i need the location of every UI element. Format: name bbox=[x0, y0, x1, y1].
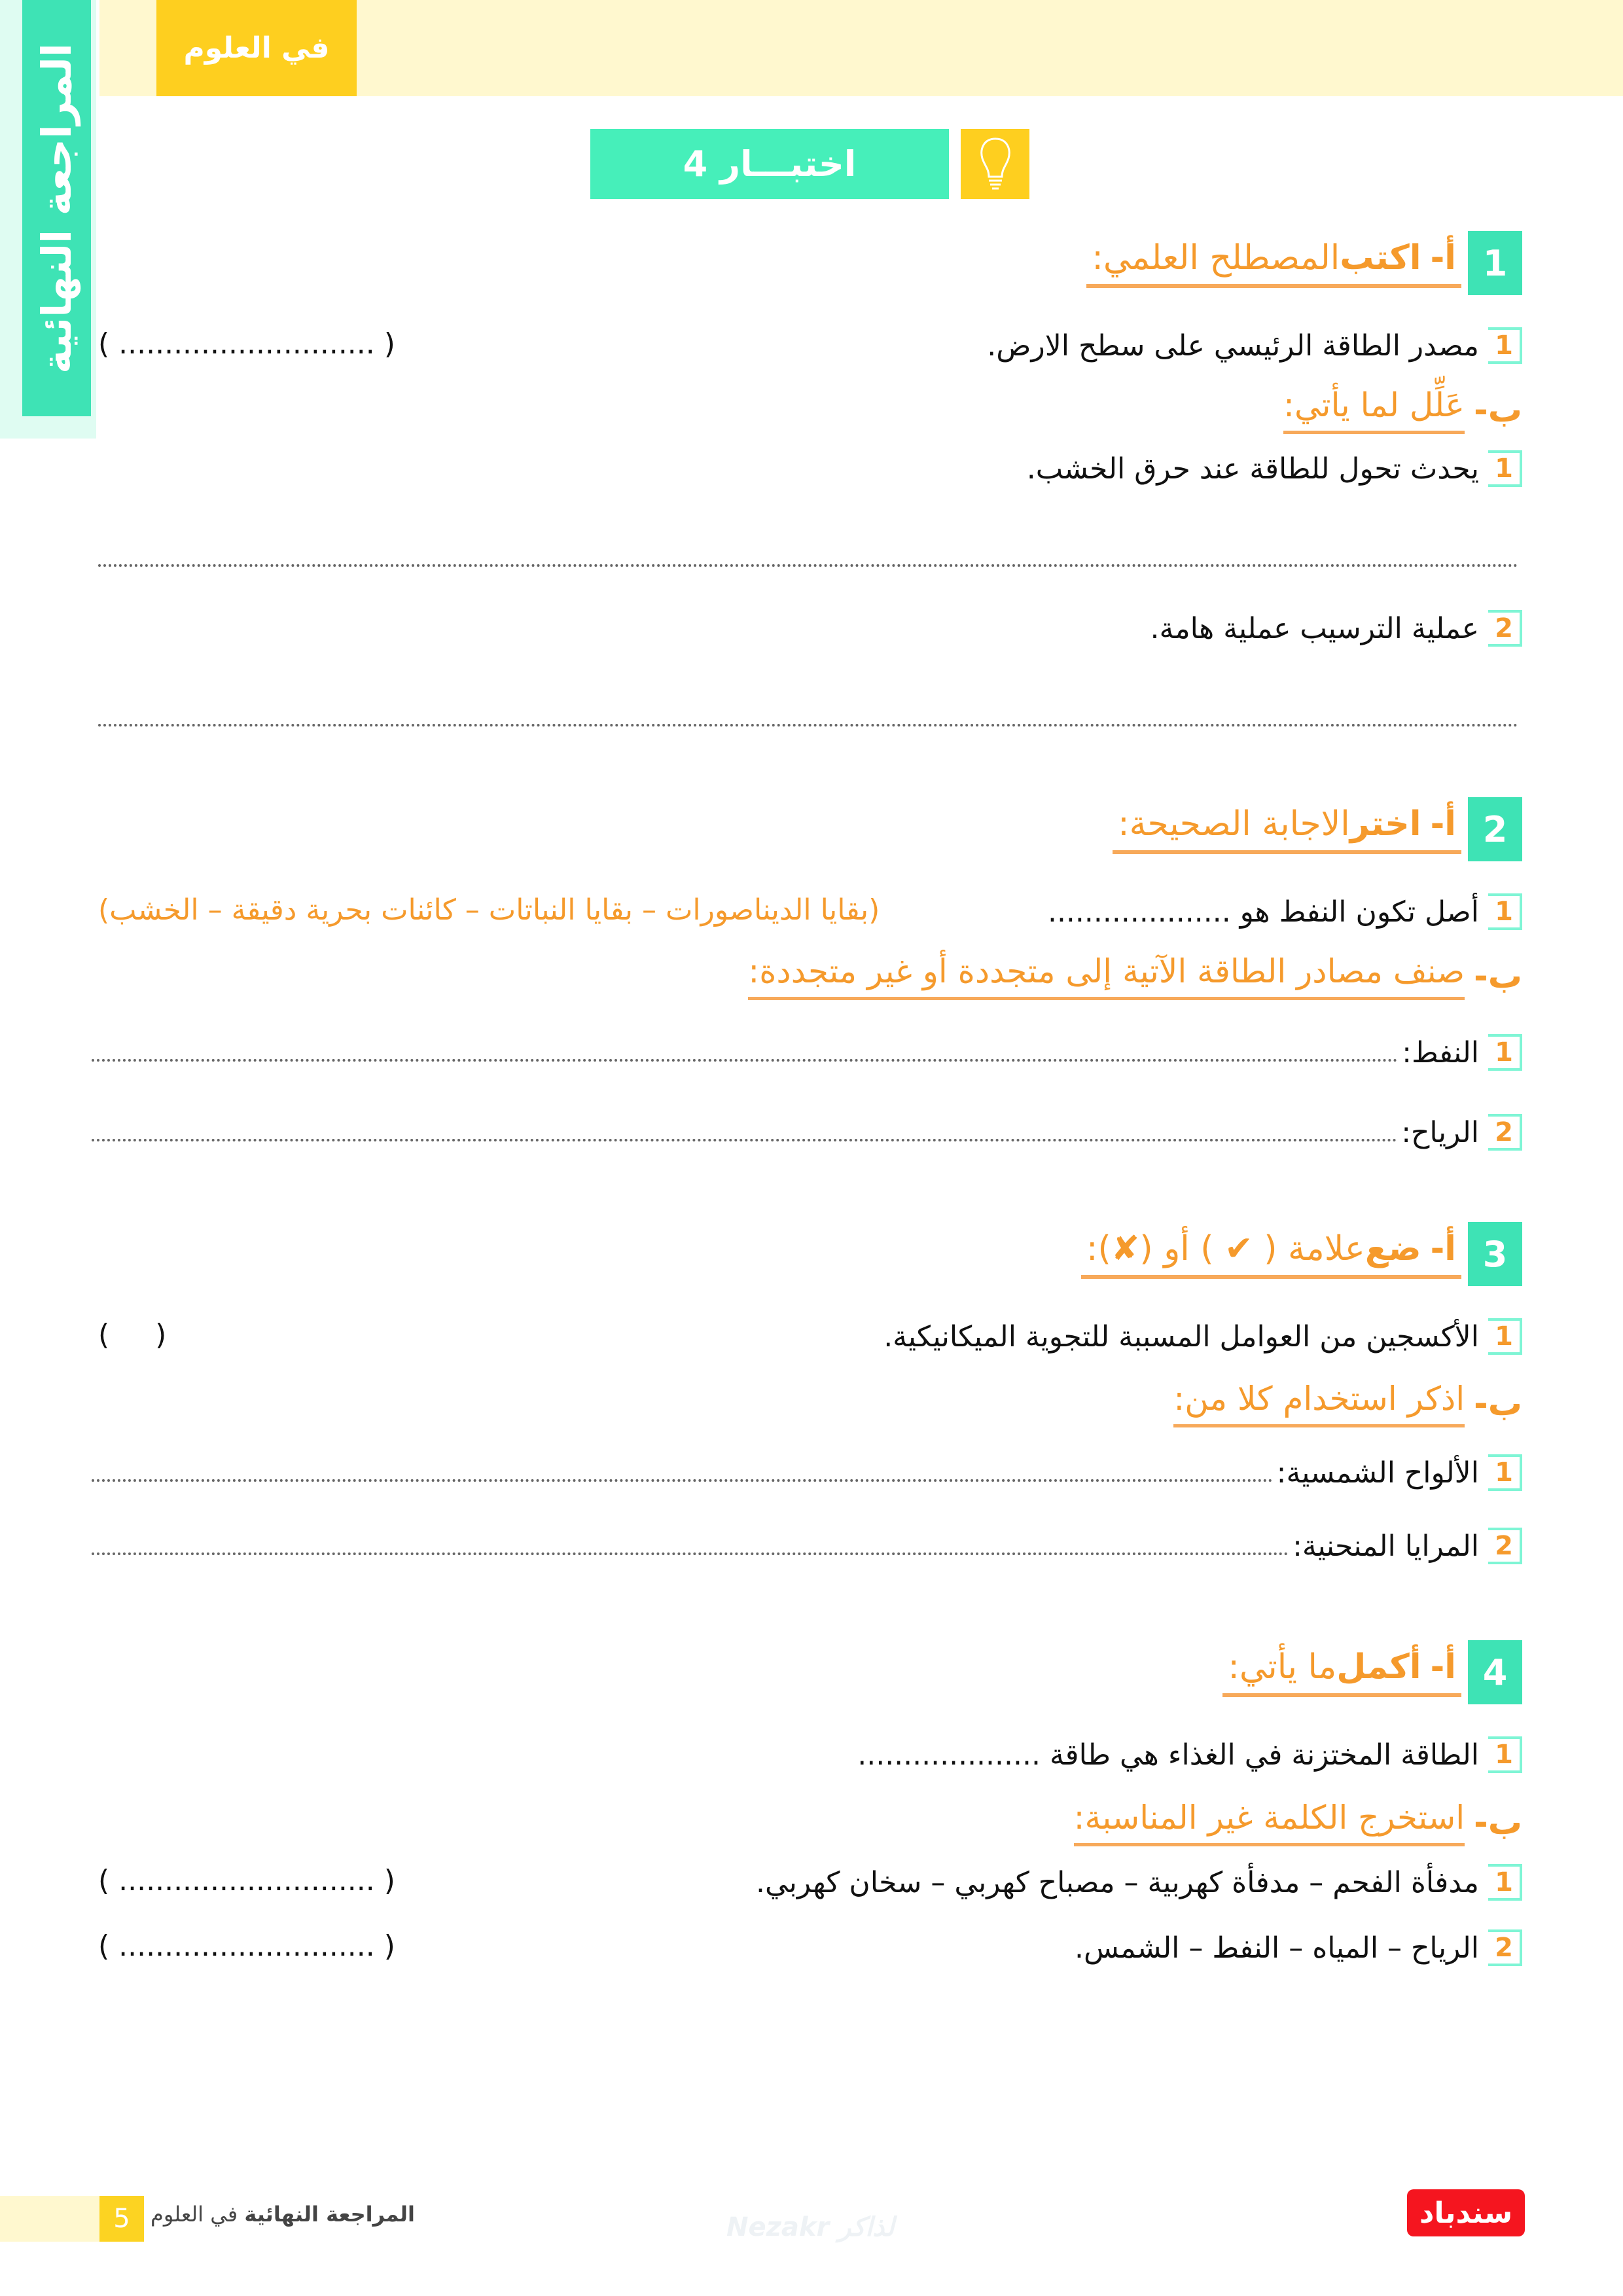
subject-label: في العلوم bbox=[156, 0, 357, 96]
item-number: 1 bbox=[1488, 450, 1522, 487]
heading-rest: ما يأتي: bbox=[1228, 1647, 1337, 1687]
answer-blank[interactable]: ( ............................ ) bbox=[98, 1864, 395, 1897]
sub-heading-label: صنف مصادر الطاقة الآتية إلى متجددة أو غير متجددة: bbox=[748, 952, 1465, 1000]
item-text: مصدر الطاقة الرئيسي على سطح الارض. bbox=[987, 329, 1479, 363]
heading-rest: علامة ( ✔ ) أو (✘): bbox=[1086, 1229, 1365, 1268]
question-item bbox=[92, 1454, 1522, 1491]
item-number: 1 bbox=[1488, 1318, 1522, 1355]
test-title: اختبـــار 4 bbox=[590, 129, 949, 199]
heading-rest: المصطلح العلمي: bbox=[1092, 238, 1340, 278]
section-number: 1 bbox=[1468, 231, 1522, 295]
brand-logo: سندباد bbox=[1407, 2189, 1525, 2236]
item-text: المرايا المنحنية: bbox=[1293, 1529, 1479, 1563]
section-letter: أ- bbox=[1430, 1229, 1456, 1268]
heading-verb: اكتب bbox=[1340, 238, 1421, 278]
question-item bbox=[92, 1318, 1522, 1355]
section-2-b-header bbox=[92, 952, 1522, 1000]
question-item bbox=[92, 610, 1522, 647]
item-text: النفط: bbox=[1402, 1035, 1479, 1069]
sub-heading bbox=[1283, 386, 1522, 434]
section-letter: أ- bbox=[1430, 804, 1456, 844]
section-letter: ب- bbox=[1474, 1384, 1522, 1424]
lightbulb-icon bbox=[961, 129, 1029, 199]
heading-rest: الاجابة الصحيحة: bbox=[1118, 804, 1350, 844]
section-2-a-header bbox=[92, 797, 1522, 861]
sub-heading bbox=[1074, 1799, 1522, 1846]
answer-line[interactable] bbox=[98, 724, 1518, 726]
item-number: 1 bbox=[1488, 1454, 1522, 1491]
item-text: الألواح الشمسية: bbox=[1276, 1456, 1479, 1490]
section-3-a-header bbox=[92, 1222, 1522, 1286]
item-number: 2 bbox=[1488, 1929, 1522, 1966]
section-number: 2 bbox=[1468, 797, 1522, 861]
section-3-b-header bbox=[92, 1380, 1522, 1427]
item-number: 2 bbox=[1488, 1528, 1522, 1564]
item-number: 1 bbox=[1488, 1736, 1522, 1773]
item-number: 2 bbox=[1488, 610, 1522, 647]
section-1-a-header bbox=[92, 231, 1522, 295]
item-text: عملية الترسيب عملية هامة. bbox=[1150, 611, 1479, 645]
section-letter: ب- bbox=[1474, 1803, 1522, 1842]
section-heading bbox=[1222, 1647, 1461, 1697]
answer-line[interactable] bbox=[98, 564, 1518, 567]
section-4-b-header bbox=[92, 1799, 1522, 1846]
footer-band bbox=[0, 2196, 99, 2242]
item-text: الرياح: bbox=[1401, 1115, 1479, 1149]
answer-box[interactable]: ( ) bbox=[98, 1318, 167, 1352]
item-text: الطاقة المختزنة في الغذاء هي طاقة .................... bbox=[857, 1738, 1479, 1772]
footer-title-bold: المراجعة النهائية bbox=[244, 2202, 415, 2227]
section-number: 3 bbox=[1468, 1222, 1522, 1286]
section-letter: ب- bbox=[1474, 390, 1522, 430]
section-letter: أ- bbox=[1430, 1647, 1456, 1687]
item-number: 1 bbox=[1488, 327, 1522, 364]
item-text: أصل تكون النفط هو .................... bbox=[1047, 895, 1479, 929]
answer-line[interactable] bbox=[92, 1059, 1398, 1062]
sub-heading-label: اذكر استخدام كلا من: bbox=[1173, 1380, 1465, 1427]
heading-verb: ضع bbox=[1364, 1229, 1421, 1268]
item-number: 2 bbox=[1488, 1114, 1522, 1151]
item-number: 1 bbox=[1488, 1864, 1522, 1901]
answer-options: (بقايا الديناصورات – بقايا النباتات – كائنات بحرية دقيقة – الخشب) bbox=[98, 893, 880, 927]
section-heading bbox=[1113, 804, 1461, 854]
item-number: 1 bbox=[1488, 893, 1522, 930]
side-title: المراجعة النهائية bbox=[33, 43, 80, 374]
item-number: 1 bbox=[1488, 1034, 1522, 1071]
question-item bbox=[92, 450, 1522, 487]
sub-heading-label: عَلِّل لما يأتي: bbox=[1283, 386, 1465, 434]
page-number: 5 bbox=[99, 2196, 144, 2242]
question-item bbox=[92, 1528, 1522, 1564]
sub-heading-label: استخرج الكلمة غير المناسبة: bbox=[1074, 1799, 1465, 1846]
item-text: يحدث تحول للطاقة عند حرق الخشب. bbox=[1026, 452, 1479, 486]
answer-line[interactable] bbox=[92, 1479, 1273, 1482]
section-heading bbox=[1081, 1229, 1461, 1279]
heading-verb: أكمل bbox=[1336, 1647, 1421, 1687]
item-text: الرياح – المياه – النفط – الشمس. bbox=[1074, 1931, 1479, 1965]
question-item bbox=[92, 1034, 1522, 1071]
footer-title-rest: في العلوم bbox=[151, 2202, 245, 2227]
sub-heading bbox=[748, 952, 1522, 1000]
question-item bbox=[92, 1114, 1522, 1151]
item-text: مدفأة الفحم – مدفأة كهربية – مصباح كهربي – سخان كهربي. bbox=[755, 1865, 1479, 1899]
footer-title bbox=[151, 2202, 415, 2227]
sub-heading bbox=[1173, 1380, 1522, 1427]
answer-blank[interactable]: ( ............................ ) bbox=[98, 1929, 395, 1963]
section-letter: أ- bbox=[1430, 238, 1456, 278]
item-text: الأكسجين من العوامل المسببة للتجوية الميكانيكية. bbox=[883, 1319, 1479, 1354]
heading-verb: اختر bbox=[1349, 804, 1421, 844]
answer-line[interactable] bbox=[92, 1552, 1289, 1555]
section-1-b-header bbox=[92, 386, 1522, 434]
section-4-a-header bbox=[92, 1640, 1522, 1704]
section-number: 4 bbox=[1468, 1640, 1522, 1704]
section-letter: ب- bbox=[1474, 956, 1522, 996]
section-heading bbox=[1086, 238, 1461, 288]
answer-blank[interactable]: ( ............................ ) bbox=[98, 327, 395, 361]
answer-line[interactable] bbox=[92, 1139, 1397, 1141]
watermark: Nezakr لذاكر bbox=[726, 2212, 895, 2242]
question-item bbox=[92, 1736, 1522, 1773]
